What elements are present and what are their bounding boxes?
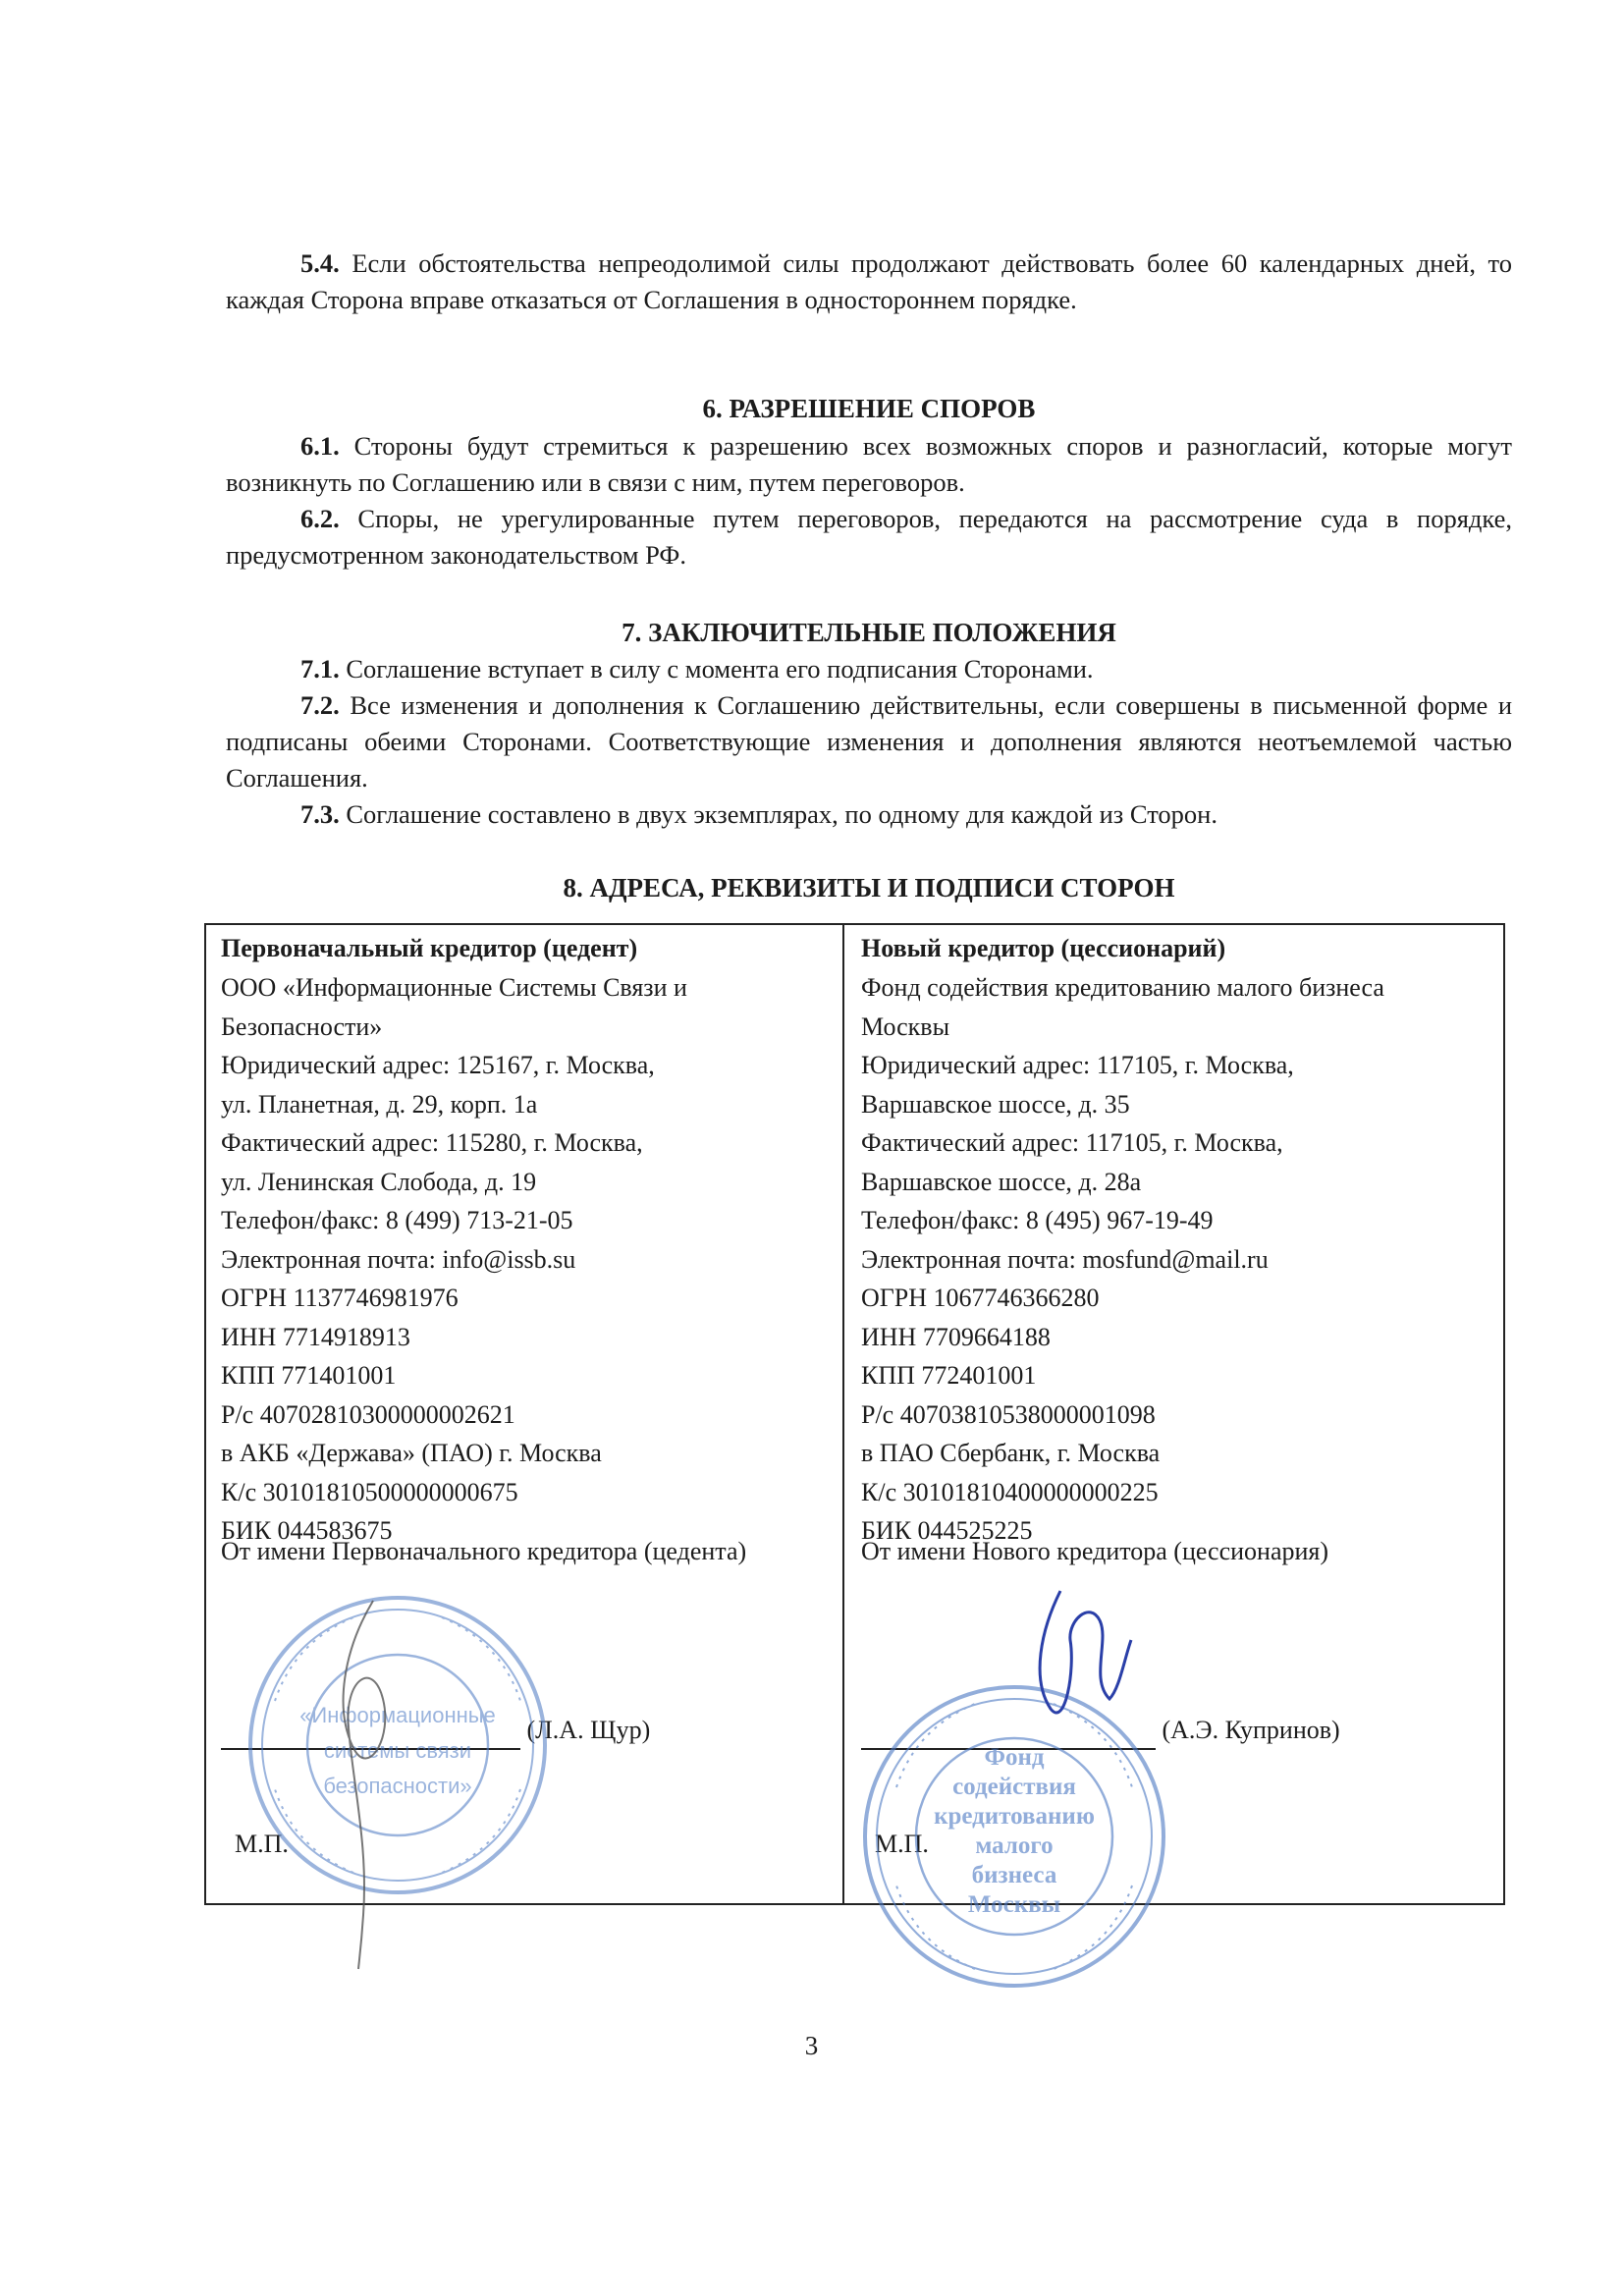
cedent-line: КПП 771401001 (221, 1361, 397, 1390)
stamp-line: Фонд (984, 1744, 1045, 1771)
cessionary-on-behalf: От имени Нового кредитора (цессионария) (861, 1537, 1329, 1565)
clause-number: 6.1. (300, 431, 340, 461)
cedent-line: ул. Планетная, д. 29, корп. 1а (221, 1089, 538, 1119)
cessionary-line: Телефон/факс: 8 (495) 967-19-49 (861, 1206, 1214, 1234)
clause-7-2 (226, 687, 1512, 796)
cedent-line: в АКБ «Держава» (ПАО) г. Москва (221, 1439, 602, 1467)
cedent-line: ООО «Информационные Системы Связи и (221, 973, 687, 1002)
cessionary-line: КПП 772401001 (861, 1361, 1037, 1390)
signature-line (221, 1719, 520, 1750)
cedent-column (221, 931, 835, 1858)
cedent-line: Безопасности» (221, 1011, 383, 1041)
clause-text: Стороны будут стремиться к разрешению всех возможных споров и разногласий, которые могут возникнуть по Соглашению или в связи с ним, путем переговоров. (226, 431, 1513, 497)
requisites-table (204, 923, 1505, 1905)
cedent-seal-place: М.П. (235, 1830, 289, 1858)
section-6-heading: 6. РАЗРЕШЕНИЕ СПОРОВ (702, 394, 1036, 423)
cessionary-line: Варшавское шоссе, д. 35 (861, 1089, 1130, 1119)
clause-number: 5.4. (300, 248, 340, 278)
cedent-line: Электронная почта: info@issb.su (221, 1244, 576, 1274)
stamp-line: содействия (952, 1774, 1076, 1800)
cedent-line: Юридический адрес: 125167, г. Москва, (221, 1051, 655, 1079)
stamp-line: системы связи (323, 1738, 472, 1763)
clause-text: Все изменения и дополнения к Соглашению действительны, если совершены в письменной форме и подписаны обеими Сторонами. Соответствующие изменения и дополнения являются неотъемлемой частью Соглашения. (226, 690, 1512, 793)
cessionary-line: ОГРН 1067746366280 (861, 1284, 1100, 1312)
signature-line (861, 1719, 1156, 1750)
cedent-line: ОГРН 1137746981976 (221, 1284, 459, 1312)
stamp-line: бизнеса (971, 1862, 1057, 1888)
cessionary-line: в ПАО Сбербанк, г. Москва (861, 1439, 1161, 1467)
cedent-line: ул. Ленинская Слобода, д. 19 (221, 1167, 537, 1196)
cessionary-column (861, 931, 1499, 1858)
clause-text: Споры, не урегулированные путем переговоров, передаются на рассмотрение суда в порядке, предусмотренном законодательством РФ. (226, 504, 1513, 570)
stamp-line: Москвы (967, 1891, 1061, 1918)
section-8-heading: 8. АДРЕСА, РЕКВИЗИТЫ И ПОДПИСИ СТОРОН (563, 873, 1175, 902)
cedent-line: Р/с 40702810300000002621 (221, 1399, 515, 1429)
stamp-line: кредитованию (934, 1803, 1095, 1830)
cessionary-line: Фактический адрес: 117105, г. Москва, (861, 1128, 1283, 1157)
cedent-on-behalf: От имени Первоначального кредитора (цедента) (221, 1537, 747, 1565)
stamp-line: малого (975, 1832, 1054, 1859)
cessionary-line: К/с 30101810400000000225 (861, 1477, 1159, 1506)
cessionary-signer: (А.Э. Купринов) (1162, 1716, 1340, 1744)
page-number: 3 (804, 2031, 819, 2060)
cedent-line: Фактический адрес: 115280, г. Москва, (221, 1128, 643, 1157)
clause-text: Соглашение составлено в двух экземплярах, по одному для каждой из Сторон. (346, 799, 1217, 829)
cedent-line: БИК 044583675 (221, 1516, 393, 1545)
cedent-line: К/с 30101810500000000675 (221, 1477, 518, 1506)
clause-text: Если обстоятельства непреодолимой силы продолжают действовать более 60 календарных дней, то каждая Сторона вправе отказаться от Соглашения в одностороннем порядке. (226, 248, 1512, 314)
clause-7-3 (226, 796, 1512, 833)
cessionary-line: БИК 044525225 (861, 1516, 1033, 1545)
cessionary-line: ИНН 7709664188 (861, 1322, 1051, 1351)
cessionary-title: Новый кредитор (цессионарий) (861, 934, 1226, 962)
cessionary-seal-place: М.П. (875, 1830, 929, 1858)
cessionary-line: Варшавское шоссе, д. 28а (861, 1167, 1142, 1196)
cedent-line: ИНН 7714918913 (221, 1322, 410, 1351)
cessionary-line: Юридический адрес: 117105, г. Москва, (861, 1051, 1294, 1079)
cedent-title: Первоначальный кредитор (цедент) (221, 934, 638, 962)
clause-number: 7.2. (300, 690, 340, 720)
stamp-line: безопасности» (323, 1774, 472, 1798)
cedent-signature-row (221, 1711, 650, 1750)
clause-6-1 (226, 428, 1512, 501)
clause-7-1 (226, 651, 1512, 687)
stamp-line: «Информационные (299, 1703, 496, 1727)
clause-text: Соглашение вступает в силу с момента его подписания Сторонами. (346, 654, 1094, 683)
clause-number: 7.1. (300, 654, 340, 683)
clause-number: 6.2. (300, 504, 340, 533)
section-7-heading: 7. ЗАКЛЮЧИТЕЛЬНЫЕ ПОЛОЖЕНИЯ (622, 618, 1116, 647)
cessionary-line: Фонд содействия кредитованию малого бизнеса (861, 973, 1384, 1002)
clause-5-4 (226, 246, 1512, 318)
cessionary-signature-row (861, 1711, 1340, 1750)
cedent-line: Телефон/факс: 8 (499) 713-21-05 (221, 1206, 573, 1234)
cedent-signer: (Л.А. Щур) (526, 1716, 651, 1744)
cessionary-line: Р/с 40703810538000001098 (861, 1399, 1156, 1429)
clause-number: 7.3. (300, 799, 340, 829)
clause-6-2 (226, 501, 1512, 574)
table-divider (842, 925, 844, 1903)
cessionary-line: Москвы (861, 1011, 950, 1041)
cessionary-line: Электронная почта: mosfund@mail.ru (861, 1244, 1269, 1274)
